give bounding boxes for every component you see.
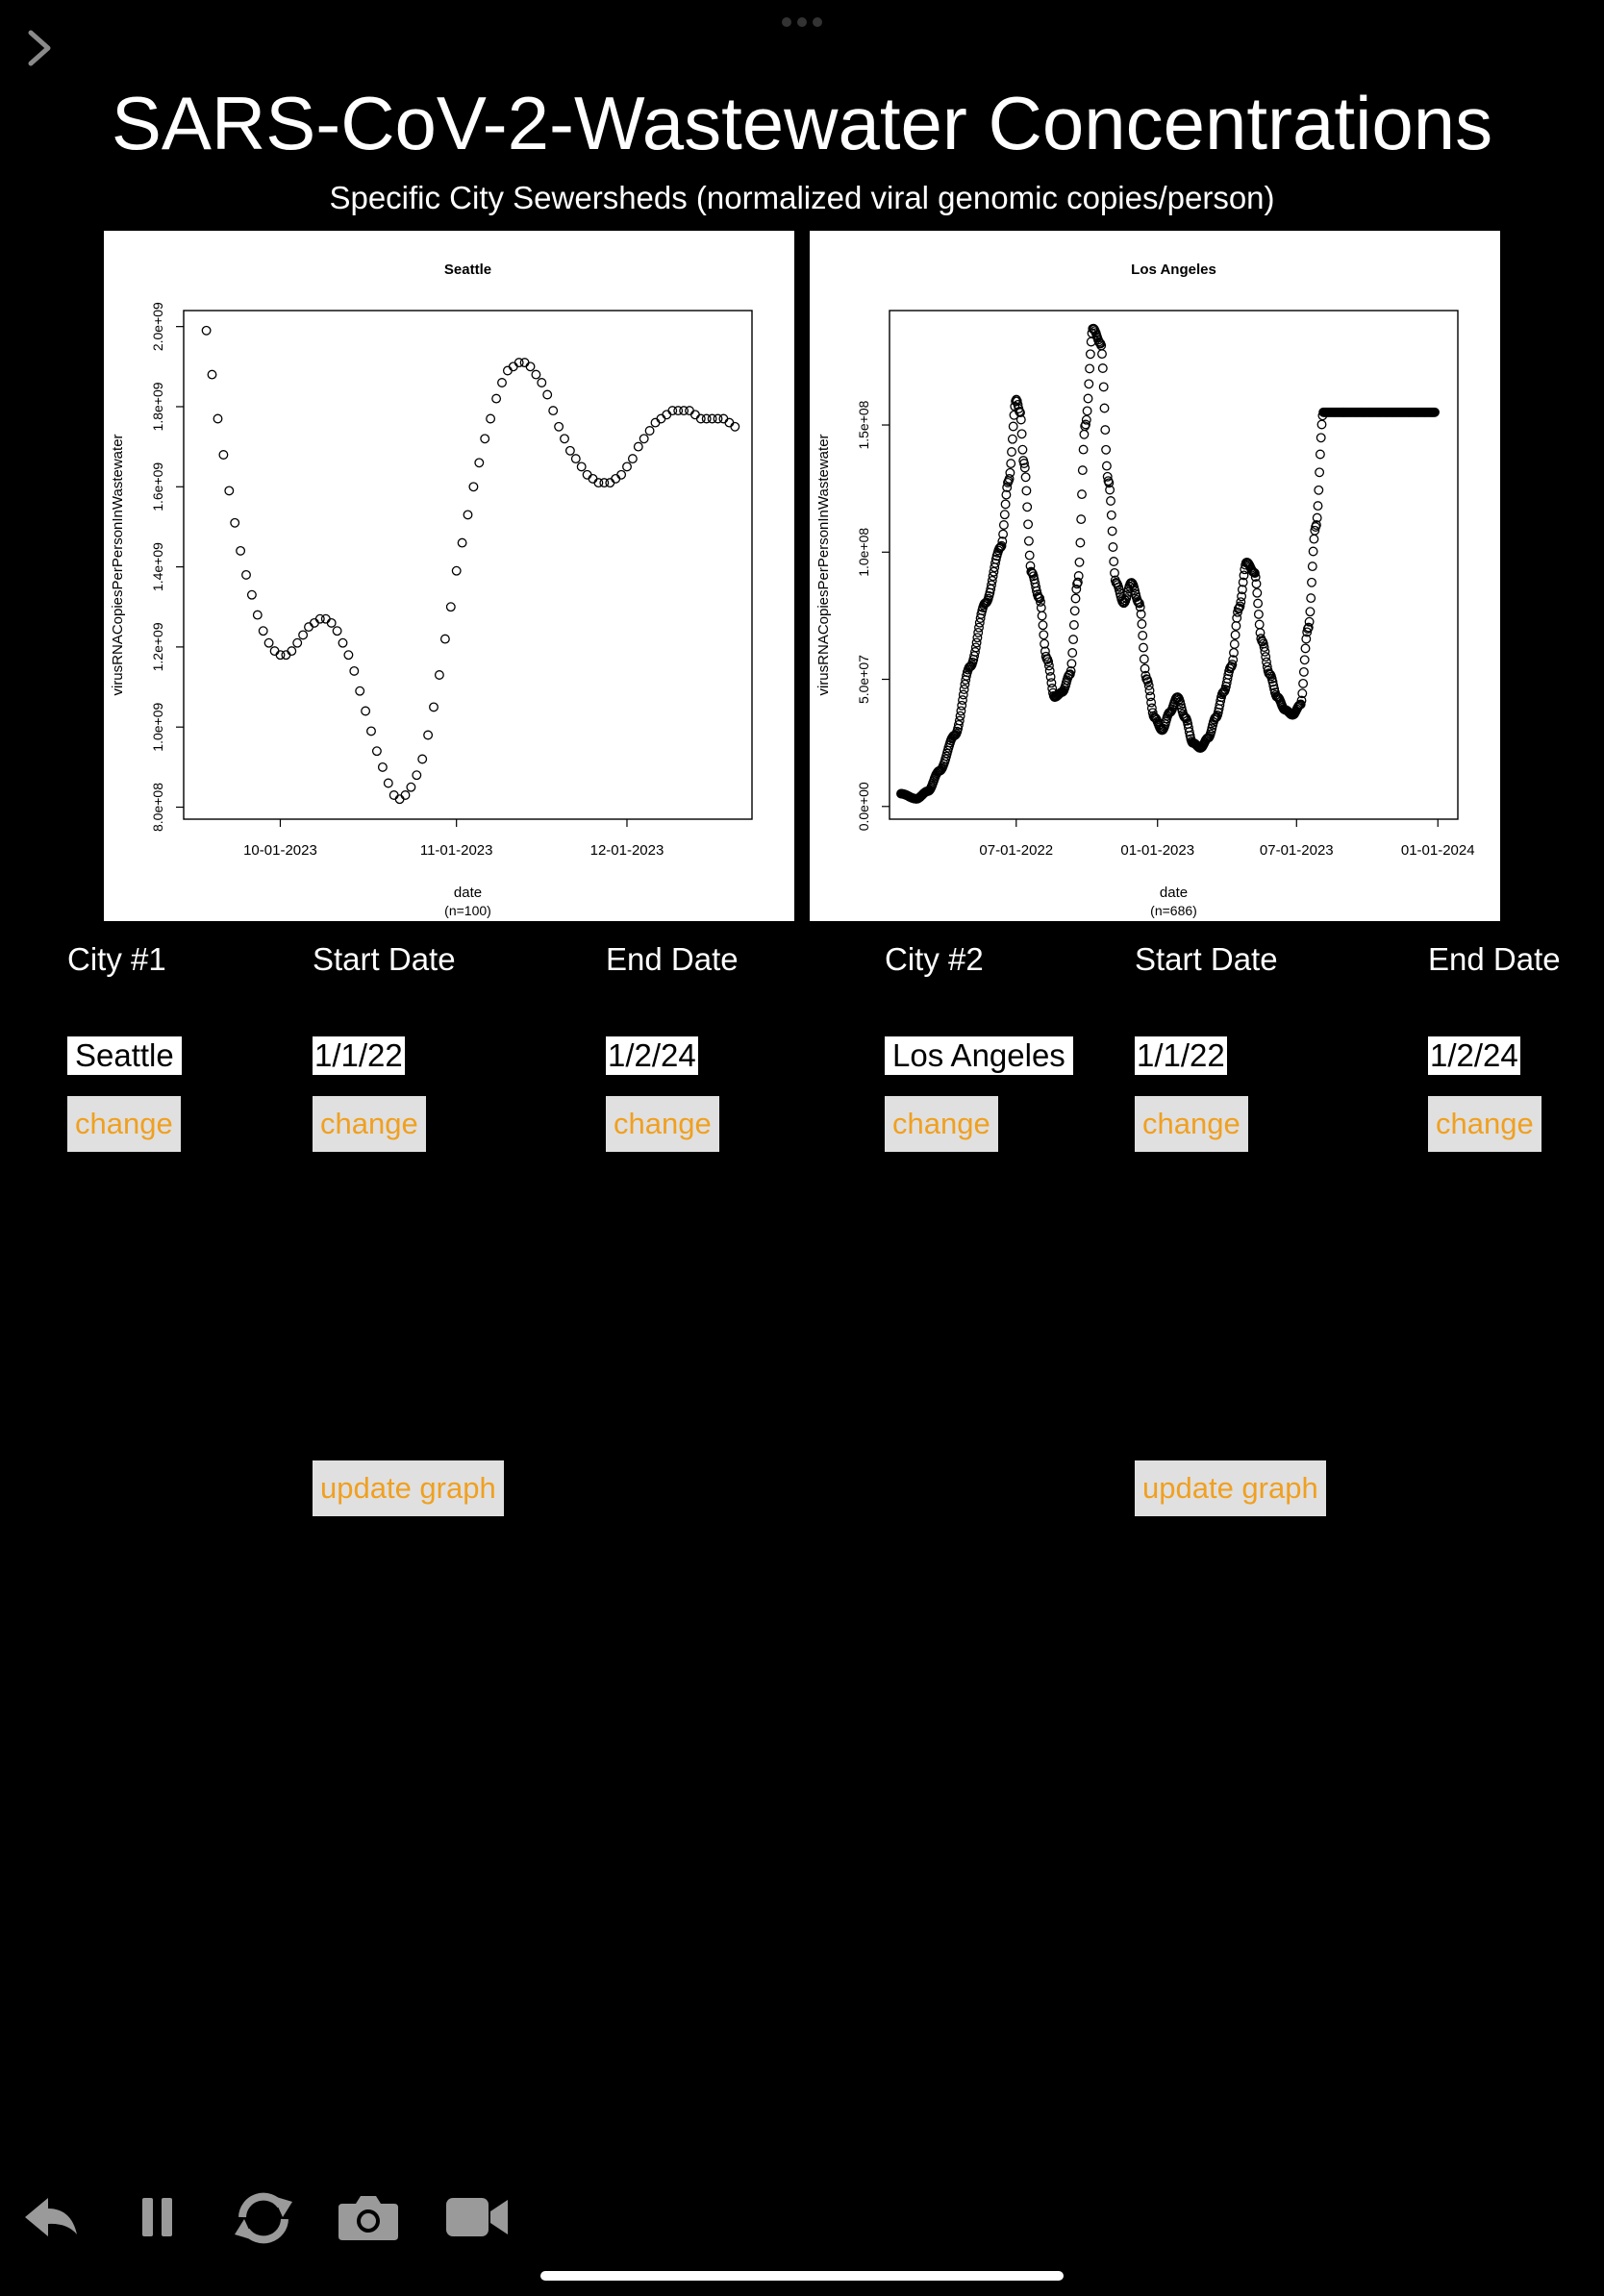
data-point	[299, 631, 308, 639]
data-point	[1023, 503, 1032, 512]
data-point	[1300, 668, 1309, 677]
data-point	[657, 414, 665, 423]
data-point	[1017, 430, 1026, 438]
data-point	[520, 359, 529, 367]
data-point	[1253, 588, 1262, 597]
x-tick-label: 10-01-2023	[243, 842, 317, 859]
data-point	[645, 427, 654, 436]
x-axis-label: date	[453, 885, 483, 901]
data-point	[1008, 448, 1016, 457]
data-point	[1009, 435, 1017, 443]
data-point	[583, 471, 591, 480]
data-point	[1108, 527, 1116, 536]
y-tick-label: 1.6e+09	[150, 462, 165, 512]
x-tick-label: 11-01-2023	[419, 842, 493, 859]
update-graph-1-button[interactable]: update graph	[313, 1460, 504, 1516]
data-point	[543, 390, 552, 399]
y-axis-label: virusRNACopiesPerPersonInWastewater	[110, 434, 126, 696]
data-point	[447, 603, 456, 611]
data-point	[373, 747, 382, 756]
data-point	[1308, 579, 1316, 587]
change-start-date-2-button[interactable]: change	[1135, 1096, 1248, 1152]
data-point	[1080, 431, 1089, 439]
data-point	[1316, 450, 1325, 459]
y-tick-label: 1.0e+08	[856, 527, 871, 577]
data-point	[1038, 604, 1046, 612]
x-axis-sublabel: (n=686)	[1150, 903, 1197, 918]
data-point	[1316, 468, 1324, 477]
update-graph-2-button[interactable]: update graph	[1135, 1460, 1326, 1516]
x-axis-sublabel: (n=100)	[444, 903, 491, 918]
camera-icon[interactable]	[337, 2192, 400, 2247]
data-point	[725, 418, 734, 427]
data-point	[1254, 599, 1263, 608]
start-date-1-value: 1/1/22	[314, 1037, 403, 1073]
data-point	[475, 459, 484, 467]
data-point	[1316, 434, 1325, 442]
plot-frame	[890, 311, 1458, 819]
data-point	[338, 638, 347, 647]
data-point	[264, 638, 273, 647]
data-point	[1001, 500, 1010, 509]
data-point	[395, 795, 404, 804]
drag-dot	[813, 17, 822, 27]
data-point	[1077, 515, 1086, 524]
data-point	[1103, 462, 1112, 470]
data-point	[248, 590, 257, 599]
data-point	[413, 771, 421, 780]
data-point	[1309, 547, 1317, 556]
data-point	[1231, 640, 1240, 649]
data-point	[305, 623, 313, 632]
data-point	[208, 370, 216, 379]
data-point	[1140, 655, 1149, 663]
data-point	[555, 423, 564, 432]
data-point	[617, 471, 626, 480]
data-point	[589, 475, 597, 484]
data-point	[1101, 426, 1110, 435]
back-arrow-icon[interactable]	[21, 2192, 81, 2247]
data-point	[612, 475, 620, 484]
change-end-date-2-button[interactable]: change	[1428, 1096, 1541, 1152]
data-point	[1085, 380, 1093, 388]
data-point	[1098, 350, 1107, 359]
data-point	[1310, 535, 1318, 543]
y-tick-label: 1.2e+09	[150, 622, 165, 672]
data-point	[385, 779, 393, 787]
data-point	[691, 411, 700, 419]
start-date-2-header: Start Date	[1135, 941, 1278, 977]
start-date-2-value: 1/1/22	[1137, 1037, 1225, 1073]
chart-title: Los Angeles	[1131, 262, 1216, 278]
data-point	[1301, 644, 1310, 653]
y-tick-label: 2.0e+09	[150, 302, 165, 352]
data-point	[1100, 404, 1109, 412]
data-point	[663, 411, 671, 419]
data-point	[441, 635, 450, 643]
data-point	[1070, 607, 1079, 615]
data-point	[1108, 512, 1116, 520]
data-point	[311, 619, 319, 628]
y-tick-label: 1.4e+09	[150, 542, 165, 592]
data-point	[686, 407, 694, 415]
city-2-value: Los Angeles	[885, 1036, 1073, 1075]
data-point	[1317, 420, 1326, 429]
data-point	[1006, 469, 1015, 478]
data-point	[322, 614, 331, 623]
data-point	[367, 727, 376, 736]
data-point	[1309, 562, 1317, 571]
data-point	[219, 451, 228, 460]
data-point	[731, 423, 739, 432]
data-point	[1040, 631, 1048, 639]
plot-frame	[184, 311, 752, 819]
y-tick-label: 1.8e+09	[150, 382, 165, 432]
end-date-2-header: End Date	[1428, 941, 1561, 977]
data-point	[1255, 611, 1264, 619]
data-point	[350, 667, 359, 676]
data-point	[566, 447, 575, 456]
data-point	[379, 763, 388, 772]
y-tick-label: 1.5e+08	[856, 400, 871, 450]
data-point	[532, 370, 540, 379]
data-point	[1140, 643, 1148, 652]
y-axis-label: virusRNACopiesPerPersonInWastewater	[815, 434, 832, 696]
data-point	[1139, 632, 1147, 640]
data-point	[1255, 620, 1264, 629]
x-tick-label: 12-01-2023	[589, 842, 664, 859]
data-point	[231, 519, 239, 528]
data-point	[1079, 445, 1088, 454]
data-point	[1099, 383, 1108, 391]
data-point	[1025, 537, 1034, 545]
chart-seattle	[104, 231, 794, 921]
data-point	[1087, 350, 1095, 359]
data-point	[1084, 394, 1092, 403]
data-point	[1315, 487, 1323, 495]
data-point	[561, 435, 569, 443]
data-point	[651, 418, 660, 427]
data-point	[469, 483, 478, 491]
data-point	[538, 379, 546, 387]
data-point	[549, 407, 558, 415]
data-point	[1110, 558, 1118, 566]
change-city-1-button[interactable]: change	[67, 1096, 181, 1152]
data-point	[1000, 521, 1009, 530]
data-points	[202, 327, 739, 804]
data-point	[282, 651, 290, 660]
data-point	[1138, 620, 1146, 629]
data-points	[897, 324, 1440, 803]
chevron-right-icon[interactable]	[25, 29, 58, 67]
data-point	[1068, 649, 1077, 658]
data-point	[430, 703, 439, 711]
data-point	[213, 414, 222, 423]
city-1-header: City #1	[67, 941, 166, 977]
data-point	[635, 442, 643, 451]
page-title: SARS-CoV-2-Wastewater Concentrations	[111, 81, 1493, 165]
data-point	[572, 455, 581, 463]
drag-dot	[782, 17, 791, 27]
data-point	[1306, 608, 1315, 616]
data-point	[333, 627, 341, 636]
x-tick-label: 07-01-2023	[1259, 842, 1334, 859]
data-point	[1018, 445, 1027, 454]
change-city-2-button[interactable]: change	[885, 1096, 998, 1152]
data-point	[1109, 543, 1117, 552]
data-point	[237, 547, 245, 556]
data-point	[418, 755, 427, 763]
data-point	[1075, 559, 1084, 567]
data-point	[1039, 621, 1047, 630]
data-point	[1038, 611, 1046, 620]
change-start-date-1-button[interactable]: change	[313, 1096, 426, 1152]
data-point	[639, 435, 648, 443]
data-point	[498, 379, 507, 387]
data-point	[1024, 520, 1033, 529]
data-point	[1102, 446, 1111, 455]
data-point	[452, 566, 461, 575]
data-point	[225, 487, 234, 495]
data-point	[362, 707, 370, 715]
data-point	[1022, 487, 1031, 495]
x-tick-label: 01-01-2023	[1120, 842, 1195, 859]
pause-icon[interactable]	[140, 2196, 175, 2243]
data-point	[464, 511, 472, 519]
video-icon[interactable]	[444, 2196, 510, 2243]
drag-dot	[797, 17, 807, 27]
data-point	[327, 619, 336, 628]
y-tick-label: 8.0e+08	[150, 783, 165, 833]
data-point	[288, 647, 296, 656]
data-point	[389, 791, 398, 800]
data-point	[356, 686, 364, 695]
data-point	[606, 479, 614, 487]
end-date-1-value: 1/2/24	[608, 1037, 696, 1073]
data-point	[1069, 636, 1078, 644]
data-point	[526, 362, 535, 371]
data-point	[577, 462, 586, 471]
end-date-1-header: End Date	[606, 941, 739, 977]
data-point	[1079, 466, 1088, 475]
data-point	[504, 366, 513, 375]
change-end-date-1-button[interactable]: change	[606, 1096, 719, 1152]
refresh-icon[interactable]	[229, 2188, 298, 2253]
city-1-value: Seattle	[67, 1036, 182, 1075]
y-tick-label: 0.0e+00	[856, 782, 871, 832]
data-point	[254, 611, 263, 619]
home-indicator[interactable]	[540, 2271, 1064, 2281]
data-point	[1300, 656, 1309, 664]
data-point	[458, 538, 466, 547]
y-tick-label: 5.0e+07	[856, 655, 871, 705]
data-point	[270, 647, 279, 656]
data-point	[1314, 502, 1322, 511]
data-point	[1071, 594, 1080, 603]
start-date-1-header: Start Date	[313, 941, 456, 977]
end-date-2-value: 1/2/24	[1430, 1037, 1518, 1073]
x-axis-label: date	[1159, 885, 1189, 901]
data-point	[344, 651, 353, 660]
data-point	[259, 627, 267, 636]
data-point	[293, 638, 302, 647]
data-point	[487, 414, 495, 423]
data-point	[1009, 422, 1017, 431]
data-point	[1070, 621, 1079, 630]
page-subtitle: Specific City Sewersheds (normalized viral genomic copies/person)	[329, 180, 1275, 215]
data-point	[1076, 538, 1085, 547]
data-point	[424, 731, 433, 739]
data-point	[1299, 680, 1308, 688]
data-point	[1021, 473, 1030, 482]
data-point	[1231, 631, 1240, 639]
data-point	[1078, 490, 1087, 499]
data-point	[481, 435, 489, 443]
data-point	[1007, 460, 1015, 468]
data-point	[629, 455, 638, 463]
data-point	[1086, 364, 1094, 373]
x-tick-label: 07-01-2022	[979, 842, 1054, 859]
chart-title: Seattle	[443, 262, 492, 278]
data-point	[623, 462, 632, 471]
data-point	[1232, 622, 1241, 631]
data-point	[407, 783, 415, 791]
y-tick-label: 1.0e+09	[150, 702, 165, 752]
data-point	[1107, 497, 1115, 506]
window-drag-handle[interactable]	[779, 17, 825, 29]
data-point	[202, 327, 211, 336]
data-point	[719, 414, 728, 423]
data-point	[492, 394, 501, 403]
data-point	[1025, 551, 1034, 560]
data-point	[1099, 364, 1108, 373]
chart-los-angeles	[810, 231, 1500, 921]
data-point	[1001, 511, 1010, 519]
data-point	[242, 571, 251, 580]
city-2-header: City #2	[885, 941, 984, 977]
data-point	[401, 791, 410, 800]
x-tick-label: 01-01-2024	[1400, 842, 1475, 859]
data-point	[1083, 407, 1091, 415]
data-point	[510, 362, 518, 371]
data-point	[1307, 594, 1316, 603]
data-point	[436, 671, 444, 680]
